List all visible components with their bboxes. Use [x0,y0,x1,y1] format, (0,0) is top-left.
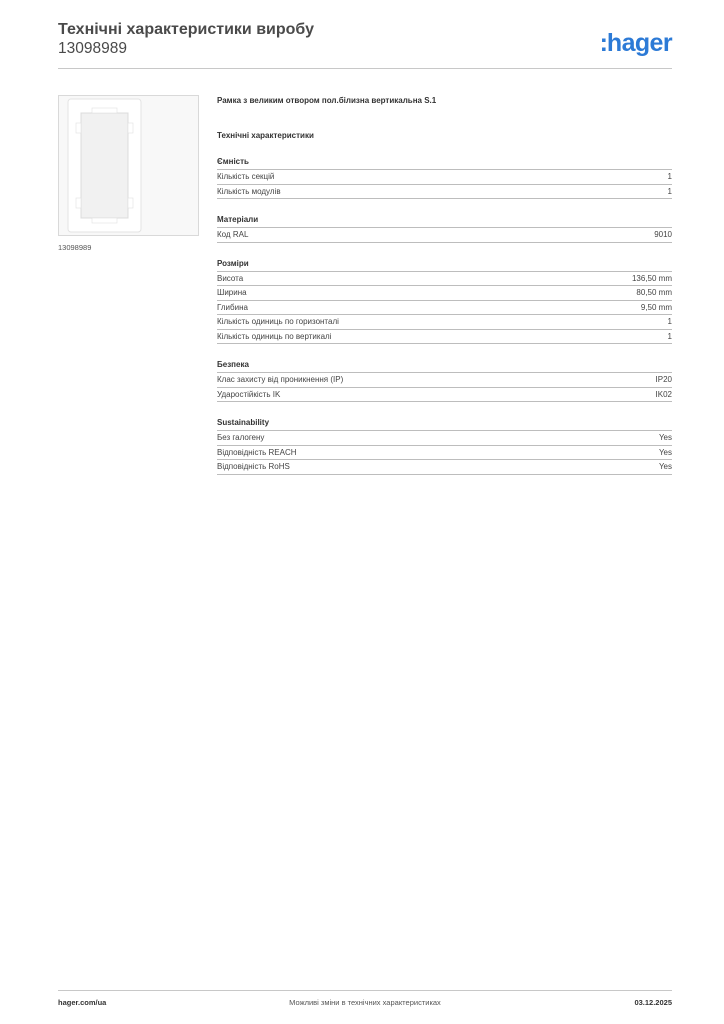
spec-row [217,185,672,200]
spec-group [217,157,672,199]
spec-value: 1 [667,172,672,182]
spec-value: 80,50 mm [636,288,672,298]
spec-label: Кількість одиниць по горизонталі [217,317,339,327]
footer-website[interactable]: hager.com/ua [58,998,107,1007]
footer-note: Можливі зміни в технічних характеристиках [289,998,441,1007]
spec-group [217,259,672,345]
spec-value: Yes [658,447,672,457]
product-image [58,95,199,236]
page-header [58,20,672,58]
spec-row [217,170,672,185]
spec-label: Без галогену [217,433,265,443]
spec-label: Клас захисту від проникнення (IP) [217,375,344,385]
spec-row [217,460,672,475]
spec-value: IP20 [655,375,672,385]
spec-value: IK02 [655,389,672,399]
page-footer [58,998,672,1010]
spec-row [217,373,672,388]
page-title: Технічні характеристики виробу [58,21,314,38]
spec-value: 136,50 mm [631,273,672,283]
spec-row [217,446,672,461]
spec-row [217,431,672,446]
spec-group-title: Ємність [217,157,672,170]
header-divider [58,68,672,69]
hager-logo [600,29,672,57]
spec-group-title: Розміри [217,259,672,272]
spec-row [217,315,672,330]
spec-row [217,286,672,301]
spec-row [217,272,672,287]
spec-group [217,215,672,243]
spec-row [217,228,672,243]
spec-label: Висота [217,273,244,283]
spec-value: 9,50 mm [640,302,672,312]
logo-mark: : [599,29,606,57]
spec-group [217,418,672,475]
spec-group [217,360,672,402]
spec-label: Код RAL [217,230,249,240]
product-code: 13098989 [58,40,127,57]
spec-value: 1 [667,186,672,196]
spec-row [217,388,672,403]
spec-value: Yes [658,433,672,443]
spec-label: Глибина [217,302,248,312]
spec-label: Кількість модулів [217,186,281,196]
product-name: Рамка з великим отвором пол.білизна вертикальна S.1 [217,96,437,105]
spec-label: Ширина [217,288,247,298]
spec-label: Відповідність REACH [217,447,297,457]
spec-row [217,330,672,345]
spec-value: 1 [667,331,672,341]
section-title: Технічні характеристики [217,131,314,140]
logo-text: hager [606,29,672,57]
spec-row [217,301,672,316]
spec-label: Кількість секцій [217,172,275,182]
spec-value: 1 [667,317,672,327]
spec-label: Ударостійкість IK [217,389,281,399]
spec-label: Кількість одиниць по вертикалі [217,331,332,341]
footer-divider [58,990,672,991]
spec-groups [217,157,672,475]
spec-value: Yes [658,462,672,472]
white-vertical-frame-image [59,96,198,235]
spec-group-title: Sustainability [217,418,672,431]
spec-value: 9010 [654,230,672,240]
image-caption: 13098989 [58,243,92,252]
specifications-panel [217,96,672,475]
footer-date: 03.12.2025 [634,998,672,1007]
spec-group-title: Безпека [217,360,672,373]
spec-group-title: Матеріали [217,215,672,228]
spec-label: Відповідність RoHS [217,462,290,472]
